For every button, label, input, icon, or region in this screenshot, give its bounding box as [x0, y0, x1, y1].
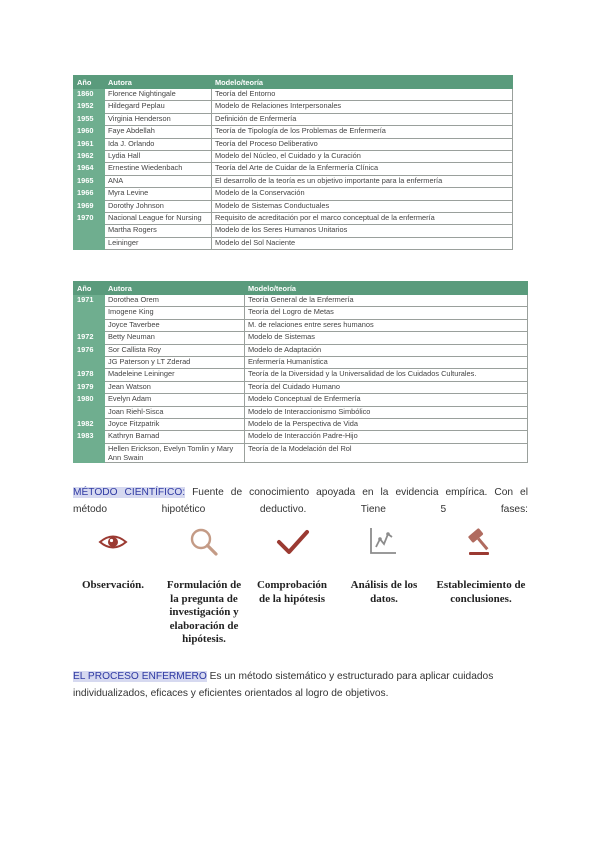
model-cell: Modelo de Relaciones Interpersonales	[212, 101, 513, 113]
header-author: Autora	[105, 76, 212, 89]
year-cell	[74, 443, 105, 462]
table-header	[74, 282, 528, 295]
table-row	[74, 431, 528, 443]
table-row	[74, 89, 513, 101]
proceso-highlight: EL PROCESO ENFERMERO	[73, 671, 207, 682]
year-cell: 1979	[74, 381, 105, 393]
header-author: Autora	[105, 282, 245, 295]
model-cell: Modelo del Núcleo, el Cuidado y la Curación	[212, 150, 513, 162]
author-cell: Ernestine Wiedenbach	[105, 163, 212, 175]
header-model: Modelo/teoría	[212, 76, 513, 89]
model-cell: Modelo de los Seres Humanos Unitarios	[212, 225, 513, 237]
model-cell: Teoría del Arte de Cuidar de la Enfermería Clínica	[212, 163, 513, 175]
gavel-icon	[463, 525, 495, 557]
model-cell: Definición de Enfermería	[212, 113, 513, 125]
author-cell: Lydia Hall	[105, 150, 212, 162]
author-cell: Evelyn Adam	[105, 394, 245, 406]
table-row	[74, 369, 528, 381]
model-cell: Enfermería Humanística	[245, 356, 528, 368]
table-row	[74, 381, 528, 393]
model-cell: Teoría del Entorno	[212, 89, 513, 101]
table-row	[74, 307, 528, 319]
table-row	[74, 225, 513, 237]
year-cell	[74, 225, 105, 237]
model-cell: Modelo de la Conservación	[212, 188, 513, 200]
phase-establecimiento: Establecimiento de conclusiones.	[436, 579, 526, 605]
theories-table-1	[73, 75, 513, 250]
year-cell: 1971	[74, 295, 105, 307]
model-cell: Teoría del Proceso Deliberativo	[212, 138, 513, 150]
year-cell	[74, 237, 105, 249]
author-cell: Ida J. Orlando	[105, 138, 212, 150]
year-cell: 1976	[74, 344, 105, 356]
year-cell: 1970	[74, 212, 105, 224]
proceso-paragraph	[73, 668, 528, 702]
author-cell: Hildegard Peplau	[105, 101, 212, 113]
model-cell: Modelo de Interaccionismo Simbólico	[245, 406, 528, 418]
model-cell: Teoría de la Modelación del Rol	[245, 443, 528, 462]
year-cell: 1952	[74, 101, 105, 113]
year-cell: 1969	[74, 200, 105, 212]
author-cell: Joyce Fitzpatrik	[105, 418, 245, 430]
chart-icon	[368, 526, 398, 556]
table-row	[74, 319, 528, 331]
author-cell: Hellen Erickson, Evelyn Tomlin y Mary Ann Swain	[105, 443, 245, 462]
model-cell: Requisito de acreditación por el marco conceptual de la enfermería	[212, 212, 513, 224]
year-cell: 1962	[74, 150, 105, 162]
model-cell: M. de relaciones entre seres humanos	[245, 319, 528, 331]
table-row	[74, 126, 513, 138]
model-cell: Modelo de la Perspectiva de Vida	[245, 418, 528, 430]
table-row	[74, 406, 528, 418]
year-cell: 1860	[74, 89, 105, 101]
author-cell: JG Paterson y LT Zderad	[105, 356, 245, 368]
table-row	[74, 394, 528, 406]
header-year: Año	[74, 76, 105, 89]
phase-comprobacion: Comprobación de la hipótesis	[256, 579, 328, 605]
year-cell	[74, 319, 105, 331]
table-row	[74, 344, 528, 356]
model-cell: Modelo Conceptual de Enfermería	[245, 394, 528, 406]
checkmark-icon	[276, 528, 310, 556]
year-cell: 1982	[74, 418, 105, 430]
year-cell	[74, 356, 105, 368]
proceso-text: Es un método sistemático y estructurado para aplicar cuidados individualizados, eficaces y eficientes orientados al logro de objetivos.	[73, 671, 494, 699]
metodo-line-2: método hipotético deductivo. Tiene 5 fases:	[73, 503, 528, 515]
year-cell: 1966	[74, 188, 105, 200]
theories-table-2	[73, 281, 528, 463]
model-cell: El desarrollo de la teoría es un objetivo importante para la enfermería	[212, 175, 513, 187]
header-year: Año	[74, 282, 105, 295]
metodo-highlight: MÉTODO CIENTÍFICO:	[73, 487, 186, 498]
author-cell: Leininger	[105, 237, 212, 249]
year-cell	[74, 307, 105, 319]
model-cell: Modelo de Sistemas	[245, 332, 528, 344]
author-cell: Dorothea Orem	[105, 295, 245, 307]
year-cell: 1964	[74, 163, 105, 175]
table-row	[74, 332, 528, 344]
year-cell: 1955	[74, 113, 105, 125]
model-cell: Teoría General de la Enfermería	[245, 295, 528, 307]
year-cell: 1961	[74, 138, 105, 150]
author-cell: Joyce Taverbee	[105, 319, 245, 331]
year-cell: 1965	[74, 175, 105, 187]
phase-observacion: Observación.	[81, 579, 145, 591]
table-row	[74, 188, 513, 200]
metodo-line-1-text: Fuente de conocimiento apoyada en la evidencia empírica. Con el	[185, 487, 528, 498]
author-cell: Betty Neuman	[105, 332, 245, 344]
table-row	[74, 212, 513, 224]
year-cell: 1980	[74, 394, 105, 406]
year-cell: 1972	[74, 332, 105, 344]
table-row	[74, 150, 513, 162]
author-cell: Sor Callista Roy	[105, 344, 245, 356]
author-cell: Myra Levine	[105, 188, 212, 200]
table-row	[74, 175, 513, 187]
year-cell	[74, 406, 105, 418]
author-cell: Virginia Henderson	[105, 113, 212, 125]
model-cell: Modelo de Sistemas Conductuales	[212, 200, 513, 212]
author-cell: Madeleine Leininger	[105, 369, 245, 381]
table-row	[74, 200, 513, 212]
author-cell: Florence Nightingale	[105, 89, 212, 101]
table-row	[74, 138, 513, 150]
table-row	[74, 163, 513, 175]
table-header	[74, 76, 513, 89]
model-cell: Modelo de Adaptación	[245, 344, 528, 356]
author-cell: Faye Abdellah	[105, 126, 212, 138]
table-row	[74, 113, 513, 125]
author-cell: ANA	[105, 175, 212, 187]
author-cell: Jean Watson	[105, 381, 245, 393]
header-model: Modelo/teoría	[245, 282, 528, 295]
table-row	[74, 295, 528, 307]
model-cell: Modelo de Interacción Padre-Hijo	[245, 431, 528, 443]
author-cell: Martha Rogers	[105, 225, 212, 237]
model-cell: Teoría del Logro de Metas	[245, 307, 528, 319]
table-row	[74, 237, 513, 249]
author-cell: Joan Riehl-Sisca	[105, 406, 245, 418]
model-cell: Teoría del Cuidado Humano	[245, 381, 528, 393]
author-cell: Dorothy Johnson	[105, 200, 212, 212]
table-row	[74, 443, 528, 462]
metodo-line-1	[73, 485, 528, 502]
model-cell: Modelo del Sol Naciente	[212, 237, 513, 249]
phase-formulacion: Formulación de la pregunta de investigación y elaboración de hipótesis.	[166, 579, 242, 645]
magnifier-icon	[188, 526, 220, 558]
table-row	[74, 356, 528, 368]
year-cell: 1983	[74, 431, 105, 443]
table-row	[74, 101, 513, 113]
table-row	[74, 418, 528, 430]
phase-analisis: Análisis de los datos.	[350, 579, 418, 605]
author-cell: Kathryn Barnad	[105, 431, 245, 443]
metodo-paragraph	[73, 485, 528, 518]
eye-icon	[98, 530, 128, 554]
author-cell: Imogene King	[105, 307, 245, 319]
model-cell: Teoría de Tipología de los Problemas de Enfermería	[212, 126, 513, 138]
model-cell: Teoría de la Diversidad y la Universalidad de los Cuidados Culturales.	[245, 369, 528, 381]
year-cell: 1960	[74, 126, 105, 138]
year-cell: 1978	[74, 369, 105, 381]
author-cell: Nacional League for Nursing	[105, 212, 212, 224]
